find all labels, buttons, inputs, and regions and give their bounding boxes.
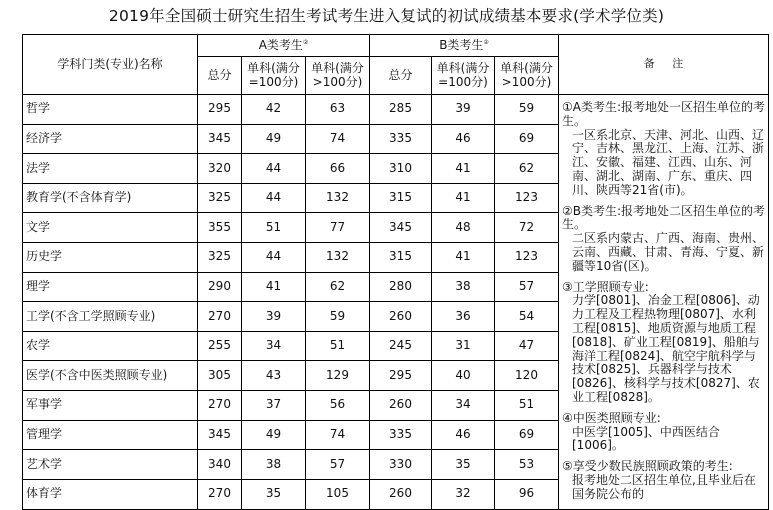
subject-cell: 哲学 — [23, 95, 198, 125]
b-total-cell: 295 — [370, 361, 432, 391]
a-single-lt-cell: 38 — [242, 450, 306, 480]
subject-cell: 医学(不含中医类照顾专业) — [23, 361, 198, 391]
b-single-lt-cell: 46 — [432, 124, 495, 154]
b-total-cell: 335 — [370, 124, 432, 154]
a-single-gt-cell: 77 — [306, 213, 370, 243]
b-single-gt-cell: 51 — [495, 390, 559, 420]
a-single-gt-header: 单科(满分>100分) — [306, 57, 370, 95]
note-title: ③工学照顾专业: — [562, 279, 649, 294]
score-requirements-table — [22, 34, 769, 510]
subject-column-label: 学科门类(专业)名称 — [57, 56, 163, 71]
b-single-lt-cell: 36 — [432, 302, 495, 332]
note-block — [562, 205, 766, 274]
b-total-cell: 310 — [370, 154, 432, 184]
b-total-cell: 280 — [370, 272, 432, 302]
a-single-gt-cell: 132 — [306, 183, 370, 213]
b-single-lt-cell: 31 — [432, 331, 495, 361]
a-single-gt-cell: 56 — [306, 390, 370, 420]
b-total-cell: 330 — [370, 450, 432, 480]
a-single-lt-cell: 44 — [242, 154, 306, 184]
a-total-cell: 305 — [198, 361, 242, 391]
a-total-cell: 325 — [198, 242, 242, 272]
notes-column-label: 备 注 — [643, 57, 684, 71]
a-single-lt-cell: 34 — [242, 331, 306, 361]
b-total-cell: 260 — [370, 302, 432, 332]
a-single-gt-cell: 129 — [306, 361, 370, 391]
a-total-header: 总分 — [198, 57, 242, 95]
subject-cell: 军事学 — [23, 390, 198, 420]
a-single-gt-cell: 66 — [306, 154, 370, 184]
page-title: 2019年全国硕士研究生招生考试考生进入复试的初试成绩基本要求(学术学位类) — [108, 7, 665, 25]
a-total-cell: 325 — [198, 183, 242, 213]
note-title: ⑤享受少数民族照顾政策的考生: — [562, 459, 733, 474]
b-single-gt-cell: 123 — [495, 242, 559, 272]
a-total-cell: 355 — [198, 213, 242, 243]
subject-cell: 理学 — [23, 272, 198, 302]
note-body: 中医学[1005]、中西医结合[1006]。 — [572, 424, 720, 453]
a-single-lt-cell: 37 — [242, 390, 306, 420]
note-title: ④中医类照顾专业: — [562, 410, 661, 425]
a-total-cell: 255 — [198, 331, 242, 361]
subject-cell: 文学 — [23, 213, 198, 243]
note-block — [562, 412, 766, 453]
b-single-gt-cell: 54 — [495, 302, 559, 332]
a-single-gt-cell: 59 — [306, 302, 370, 332]
a-total-cell: 340 — [198, 450, 242, 480]
note-title: ①A类考生:报考地处一区招生单位的考生。 — [562, 100, 766, 128]
b-single-gt-cell: 96 — [495, 479, 559, 509]
a-single-gt-cell: 74 — [306, 420, 370, 450]
subject-cell: 艺术学 — [23, 450, 198, 480]
note-block — [562, 101, 766, 198]
subject-cell: 教育学(不含体育学) — [23, 183, 198, 213]
a-total-cell: 320 — [198, 154, 242, 184]
b-single-gt-cell: 47 — [495, 331, 559, 361]
subject-column-header — [23, 35, 198, 95]
note-body: 报考地处二区招生单位,且毕业后在国务院公布的 — [572, 472, 756, 501]
b-single-gt-header: 单科(满分>100分) — [495, 57, 559, 95]
b-total-cell: 260 — [370, 390, 432, 420]
note-body: 力学[0801]、冶金工程[0806]、动力工程及工程热物理[0807]、水利工程[0815]、地质资源与地质工程[0818]、矿业工程[0819]、船舶与海洋工程[0824]、航空宇航科学与技术[0825]、兵器科学与技术[0826]、核科学与技术[0827]、农业工程[0828]。 — [572, 293, 760, 404]
a-single-lt-cell: 42 — [242, 95, 306, 125]
a-single-gt-cell: 63 — [306, 95, 370, 125]
b-single-lt-cell: 46 — [432, 420, 495, 450]
a-total-cell: 290 — [198, 272, 242, 302]
a-single-lt-cell: 49 — [242, 420, 306, 450]
b-single-lt-cell: 41 — [432, 242, 495, 272]
b-single-gt-cell: 72 — [495, 213, 559, 243]
a-single-lt-cell: 44 — [242, 183, 306, 213]
b-total-cell: 335 — [370, 420, 432, 450]
group-a-mark: ② — [302, 38, 309, 46]
note-body: 一区系北京、天津、河北、山西、辽宁、吉林、黑龙江、上海、江苏、浙江、安徽、福建、江西、山东、河南、湖北、湖南、广东、重庆、四川、陕西等21省(市)。 — [572, 127, 765, 197]
a-total-cell: 345 — [198, 124, 242, 154]
b-single-gt-cell: 59 — [495, 95, 559, 125]
b-single-lt-cell: 32 — [432, 479, 495, 509]
b-total-cell: 315 — [370, 242, 432, 272]
a-single-gt-cell: 62 — [306, 272, 370, 302]
a-single-gt-cell: 51 — [306, 331, 370, 361]
b-single-lt-cell: 39 — [432, 95, 495, 125]
b-single-lt-cell: 34 — [432, 390, 495, 420]
b-single-gt-cell: 120 — [495, 361, 559, 391]
note-title: ②B类考生:报考地处二区招生单位的考生。 — [562, 203, 766, 232]
b-single-gt-cell: 123 — [495, 183, 559, 213]
note-body: 二区系内蒙古、广西、海南、贵州、云南、西藏、甘肃、青海、宁夏、新疆等10省(区)。 — [572, 231, 765, 273]
a-single-lt-cell: 44 — [242, 242, 306, 272]
note-block — [562, 281, 766, 405]
a-total-cell: 270 — [198, 302, 242, 332]
group-a-header — [198, 35, 370, 57]
a-single-lt-header: 单科(满分=100分) — [242, 57, 306, 95]
b-single-lt-cell: 35 — [432, 450, 495, 480]
notes-column-header — [559, 35, 769, 95]
a-single-lt-cell: 39 — [242, 302, 306, 332]
group-b-mark: ② — [483, 38, 489, 46]
a-total-cell: 270 — [198, 479, 242, 509]
subject-cell: 工学(不含工学照顾专业) — [23, 302, 198, 332]
b-single-gt-cell: 62 — [495, 154, 559, 184]
subject-cell: 农学 — [23, 331, 198, 361]
b-single-lt-cell: 41 — [432, 154, 495, 184]
a-single-gt-cell: 132 — [306, 242, 370, 272]
b-total-cell: 245 — [370, 331, 432, 361]
a-single-lt-cell: 49 — [242, 124, 306, 154]
subject-cell: 体育学 — [23, 479, 198, 509]
b-single-gt-cell: 69 — [495, 420, 559, 450]
a-single-lt-cell: 41 — [242, 272, 306, 302]
subject-cell: 经济学 — [23, 124, 198, 154]
a-single-lt-cell: 51 — [242, 213, 306, 243]
note-block — [562, 460, 766, 501]
group-b-header — [370, 35, 559, 57]
subject-cell: 管理学 — [23, 420, 198, 450]
group-b-label: B类考生 — [439, 37, 484, 52]
b-single-lt-cell: 40 — [432, 361, 495, 391]
group-a-label: A类考生 — [258, 37, 303, 52]
b-total-cell: 285 — [370, 95, 432, 125]
notes-cell — [559, 95, 769, 510]
b-total-cell: 260 — [370, 479, 432, 509]
a-single-gt-cell: 74 — [306, 124, 370, 154]
table-body — [23, 95, 769, 510]
table-row — [23, 95, 769, 125]
b-single-gt-cell: 69 — [495, 124, 559, 154]
a-single-lt-cell: 43 — [242, 361, 306, 391]
b-single-gt-cell: 57 — [495, 272, 559, 302]
subject-cell: 法学 — [23, 154, 198, 184]
b-single-lt-cell: 38 — [432, 272, 495, 302]
b-total-cell: 315 — [370, 183, 432, 213]
b-total-header: 总分 — [370, 57, 432, 95]
b-single-lt-cell: 41 — [432, 183, 495, 213]
a-single-lt-cell: 35 — [242, 479, 306, 509]
a-total-cell: 270 — [198, 390, 242, 420]
a-single-gt-cell: 105 — [306, 479, 370, 509]
subject-cell: 历史学 — [23, 242, 198, 272]
b-single-lt-header: 单科(满分=100分) — [432, 57, 495, 95]
a-total-cell: 295 — [198, 95, 242, 125]
a-total-cell: 345 — [198, 420, 242, 450]
b-total-cell: 345 — [370, 213, 432, 243]
a-single-gt-cell: 57 — [306, 450, 370, 480]
b-single-gt-cell: 53 — [495, 450, 559, 480]
b-single-lt-cell: 48 — [432, 213, 495, 243]
